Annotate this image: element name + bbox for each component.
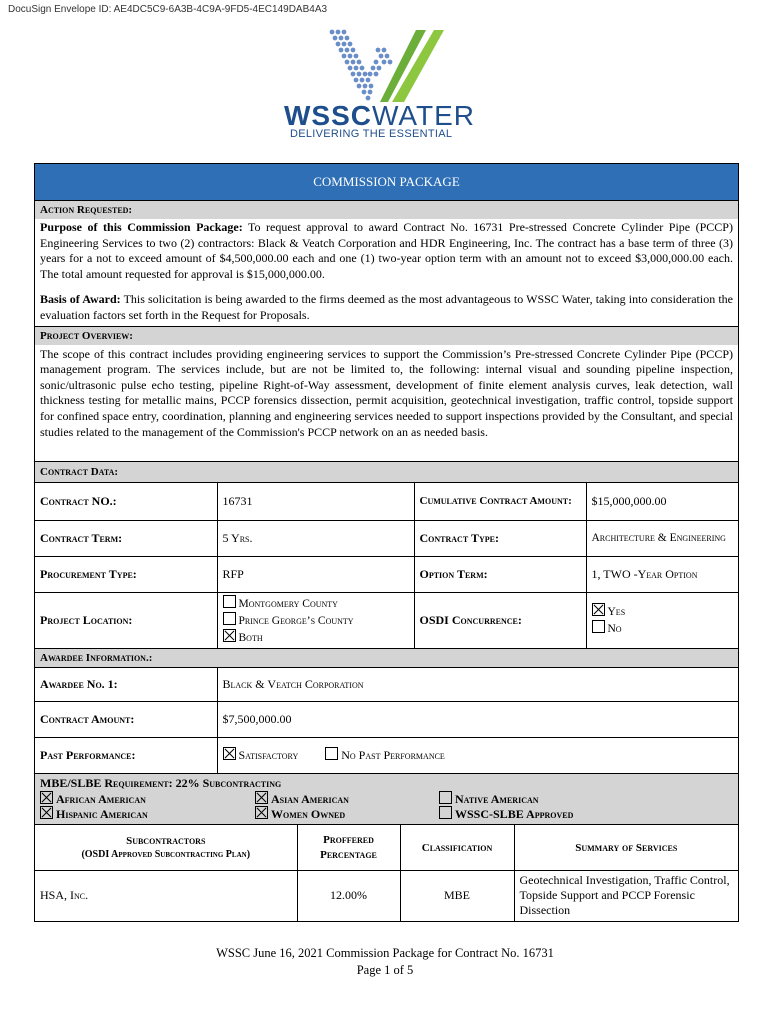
brand-name [284,102,475,130]
subcontractor-percentage: 12.00% [297,871,400,921]
contract-type-label: Contract Type: [414,520,586,556]
mbe-wssc-slbe[interactable] [439,806,573,822]
location-montgomery-label: Montgomery County [238,597,338,610]
subcontractor-classification: MBE [400,871,514,921]
project-location-label: Project Location: [35,592,217,648]
osdi-concurrence-label: OSDI Concurrence: [414,592,586,648]
page-number: Page 1 of 5 [356,963,414,977]
checkbox-checked-icon[interactable] [255,806,268,819]
location-both[interactable] [223,629,409,646]
osdi-yes-label: Yes [607,606,626,619]
checkbox-checked-icon[interactable] [255,791,268,804]
basis-text: This solicitation is being awarded to the firms deemed as the most advantageous to WSSC Water, taking into consideration the evaluation factors set forth in the Request for Proposals. [40,292,733,322]
commission-package-form [34,163,739,922]
mbe-native[interactable] [439,791,539,807]
procurement-type-value: RFP [217,556,414,592]
envelope-id: DocuSign Envelope ID: AE4DC5C9-6A3B-4C9A-9FD5-4EC149DAB4A3 [8,4,328,15]
action-requested-heading: Action Requested: [35,200,738,219]
contract-amount-value: $7,500,000.00 [217,701,738,737]
checkbox-unchecked-icon[interactable] [223,595,236,608]
location-both-label: Both [238,631,263,644]
mbe-hispanic-label: Hispanic American [56,807,148,822]
contract-data-table [35,482,738,648]
location-montgomery[interactable] [223,595,409,612]
mbe-women-label: Women Owned [271,807,346,822]
osdi-concurrence-options [586,592,738,648]
osdi-yes[interactable] [592,603,734,620]
checkbox-checked-icon[interactable] [592,603,605,616]
checkbox-unchecked-icon[interactable] [439,791,452,804]
mbe-african[interactable] [40,791,146,807]
mbe-asian[interactable] [255,791,349,807]
brand-bold: WSSC [284,100,372,131]
contract-type-value: Architecture & Engineering [586,520,738,556]
subcontractors-table [35,824,738,921]
subcontractors-header-title: Subcontractors [126,834,206,847]
perf-satisfactory[interactable] [223,748,299,762]
basis-paragraph [35,284,738,325]
mbe-heading: MBE/SLBE Requirement: 22% Subcontracting [40,776,282,791]
overview-paragraph: The scope of this contract includes providing engineering services to support the Commission’s Pre-stressed Concrete Cylinder Pipe (PCCP) management program. The services include, but are not be limited to, the following: internal visual and sounding pipeline inspection, sonic/ultrasonic pulse echo testing, pipeline Right-of-Way assessment, development of finite element analysis curves, leak detection, wall thickness testing for metallic mains, PCCP forensics dissection, permit acquisition, geotechnical investigation, traffic control, topside support for confined space entry, coordination, planning and engineering services needed to support inspections provided by the Consultant, and special studies related to the management of the Commission's PCCP network on an as needed basis. [40,346,733,439]
option-term-label: Option Term: [414,556,586,592]
purpose-label: Purpose of this Commission Package: [40,220,243,234]
classification-header: Classification [400,825,514,871]
cumulative-amount-value: $15,000,000.00 [586,482,738,520]
cumulative-amount-label: Cumulative Contract Amount: [414,482,586,520]
awardee-table [35,667,738,774]
subcontractor-name: HSA, Inc. [35,871,297,921]
contract-term-label: Contract Term: [35,520,217,556]
checkbox-unchecked-icon[interactable] [592,620,605,633]
mbe-hispanic[interactable] [40,806,148,822]
osdi-no[interactable] [592,620,734,637]
past-performance-label: Past Performance: [35,737,217,773]
wssc-w-mark-icon [284,26,489,104]
mbe-native-label: Native American [455,792,539,807]
location-prince-georges-label: Prince George’s County [238,614,354,627]
awardee-no-value: Black & Veatch Corporation [217,667,738,701]
mbe-slbe-section [35,773,738,824]
table-row [35,871,738,921]
project-overview-heading: Project Overview: [35,326,738,345]
contract-no-label: Contract NO.: [35,482,217,520]
purpose-text: To request approval to award Contract No. 16731 Pre-stressed Concrete Cylinder Pipe (PCCP) Engineering Services to two (2) contractors: Black & Veatch Corporation and HDR Engineering, Inc. The contract has a base term of three (3) years for a not to exceed amount of $4,500,000.00 each and one (1) two-year option term with an amount not to exceed $3,000,000.00 each. The total amount requested for approval is $15,000,000.00. [40,220,733,281]
contract-term-value: 5 Yrs. [217,520,414,556]
proffered-percentage-header: Proffered Percentage [297,825,400,871]
contract-data-heading: Contract Data: [35,461,738,482]
checkbox-unchecked-icon[interactable] [325,747,338,760]
location-prince-georges[interactable] [223,612,409,629]
perf-satisfactory-label: Satisfactory [238,748,299,763]
awardee-no-label: Awardee No. 1: [35,667,217,701]
osdi-no-label: No [607,623,622,636]
purpose-paragraph [35,219,738,284]
checkbox-checked-icon[interactable] [223,629,236,642]
awardee-information-heading: Awardee Information.: [35,648,738,667]
past-performance-options [217,737,738,773]
checkbox-unchecked-icon[interactable] [439,806,452,819]
contract-amount-label: Contract Amount: [35,701,217,737]
mbe-asian-label: Asian American [271,792,349,807]
perf-none-label: No Past Performance [341,748,445,763]
brand-tagline: DELIVERING THE ESSENTIAL [290,128,453,140]
option-term-value: 1, TWO -Year Option [586,556,738,592]
checkbox-unchecked-icon[interactable] [223,612,236,625]
checkbox-checked-icon[interactable] [40,791,53,804]
subcontractors-header-note: (OSDI Approved Subcontracting Plan) [81,848,251,860]
mbe-women[interactable] [255,806,345,822]
contract-no-value: 16731 [217,482,414,520]
subcontractor-summary: Geotechnical Investigation, Traffic Control, Topside Support and PCCP Forensic Dissection [514,871,738,921]
perf-none[interactable] [325,748,445,762]
mbe-african-label: African American [56,792,146,807]
footer-line: WSSC June 16, 2021 Commission Package for Contract No. 16731 [216,946,554,960]
project-location-options [217,592,414,648]
mbe-wssc-slbe-label: WSSC-SLBE Approved [455,807,574,822]
checkbox-checked-icon[interactable] [223,747,236,760]
subcontractors-header [35,825,297,871]
summary-of-services-header: Summary of Services [514,825,738,871]
form-title: COMMISSION PACKAGE [35,164,738,200]
checkbox-checked-icon[interactable] [40,806,53,819]
basis-label: Basis of Award: [40,292,121,307]
procurement-type-label: Procurement Type: [35,556,217,592]
brand-light: WATER [372,100,475,131]
